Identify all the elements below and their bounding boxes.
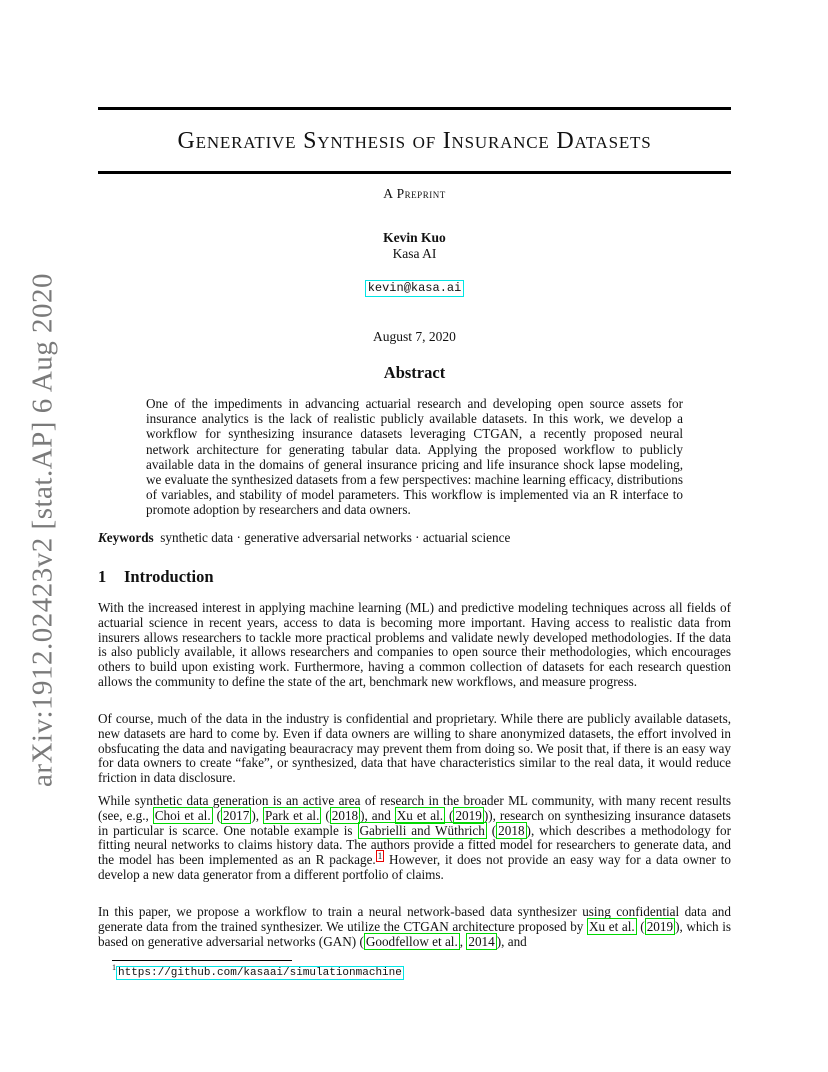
text-run: While synthetic data generation is an active area of research in the broader ML community, with many recent results (see, e.g., (98, 793, 731, 823)
intro-paragraph-4 (98, 905, 731, 949)
author-affiliation: Kasa AI (392, 246, 437, 261)
citation-link[interactable]: 2018 (331, 807, 359, 823)
abstract-text: One of the impediments in advancing actuarial research and developing open source assets for insurance analytics is the lack of realistic publicly available datasets. In this work, we develop a workflow for synthesizing insurance datasets leveraging CTGAN, a recently proposed neural network architecture for generating tabular data. Applying the proposed workflow to publicly available data in the domains of general insurance pricing and life insurance shock lapse modeling, we evaluate the synthesized datasets from a few perspectives: machine learning efficacy, distributions of variables, and stability of model parameters. This workflow is implemented via an R interface to promote adoption by researchers and data owners. (146, 396, 683, 518)
text-run: ), which is based on generative adversarial networks (GAN) ( (98, 918, 731, 949)
citation-link[interactable]: 2018 (498, 822, 525, 838)
citation-link[interactable]: 2019 (646, 918, 674, 934)
text-run: ), which describes a methodology for fitting neural networks to claims history data. The authors provide a fitted model for researchers to generate data, and the model has been implemented as an R package. (98, 822, 731, 867)
intro-paragraph-2: Of course, much of the data in the industry is confidential and proprietary. While there are publicly available datasets, new datasets are hard to come by. Even if data owners are willing to share anonymized datasets, the effort involved in obsfucating the data and navigating beauracracy may prevent them from doing so. We posit that, if there is an easy way for data owners to create “fake”, or synthesized, data that have characteristics similar to the real data, it would reduce friction in data disclosure. (98, 711, 731, 785)
author-email-link[interactable]: kevin@kasa.ai (365, 280, 465, 297)
abstract-heading: Abstract (383, 363, 446, 382)
footnote-url-link[interactable]: https://github.com/kasaai/simulationmachine (118, 966, 402, 979)
paper-title: Generative Synthesis of Insurance Datasets (177, 128, 652, 154)
citation-link[interactable]: Choi et al. (154, 807, 211, 823)
text-run: )), research on synthesizing insurance datasets in particular is scarce. One notable example is (98, 807, 731, 838)
section-number: 1 (98, 567, 107, 586)
text-run: ( (321, 807, 330, 823)
citation-link[interactable]: Park et al. (265, 807, 320, 823)
text-run: ( (636, 918, 645, 934)
paper-date: August 7, 2020 (373, 329, 456, 344)
citation-link[interactable]: Xu et al. (589, 918, 635, 934)
text-run: , (459, 933, 467, 949)
text-run: ), and (360, 807, 395, 823)
footnote-marker-link[interactable]: 1 (377, 850, 383, 861)
citation-link[interactable]: 2017 (222, 807, 250, 823)
title-top-rule (98, 107, 731, 110)
author-name: Kevin Kuo (383, 230, 446, 245)
text-run: However, it does not provide an easy way for a data owner to develop a new data generator from a different portfolio of claims. (98, 852, 731, 882)
email-container (98, 276, 731, 297)
citation-link[interactable]: 2019 (455, 807, 482, 823)
keywords-line (98, 530, 731, 546)
keywords-label-rest: eywords (106, 530, 154, 545)
section-title: Introduction (124, 567, 214, 586)
keywords-label-first: K (98, 530, 107, 545)
title-bottom-rule (98, 171, 731, 174)
text-run: ( (212, 807, 221, 823)
text-run: In this paper, we propose a workflow to train a neural network-based data synthesizer using confidential data and generate data from the trained synthesizer. We utilize the CTGAN architecture proposed by (98, 904, 731, 934)
footnote-mark: 1 (112, 963, 116, 972)
keywords-list: synthetic data · generative adversarial networks · actuarial science (160, 530, 511, 545)
text-run: ), (251, 807, 263, 823)
text-run: ( (445, 807, 454, 823)
citation-link[interactable]: Gabrielli and Wüthrich (359, 822, 485, 838)
text-run: ( (486, 822, 497, 838)
preprint-label: A Preprint (383, 186, 446, 201)
section-heading (98, 567, 214, 587)
text-run: ), and (496, 933, 527, 949)
arxiv-identifier: arXiv:1912.02423v2 [stat.AP] 6 Aug 2020 (26, 272, 59, 788)
footnote (112, 963, 404, 979)
citation-link[interactable]: 2014 (468, 933, 495, 949)
citation-link[interactable]: Xu et al. (396, 807, 444, 823)
citation-link[interactable]: Goodfellow et al. (365, 933, 458, 949)
intro-paragraph-3 (98, 794, 731, 883)
intro-paragraph-1: With the increased interest in applying machine learning (ML) and predictive modeling techniques across all fields of actuarial science in recent years, access to data is becoming more important. Having access to realistic data from insurers allows researchers to tackle more practical problems and validate newly developed methodologies. If the data is also publicly available, it allows researchers and companies to open source their methodologies, which encourages others to build upon existing work. Furthermore, having a common collection of datasets for each research question allows the community to define the state of the art, benchmark new workflows, and measure progress. (98, 600, 731, 689)
footnote-rule (112, 960, 292, 961)
